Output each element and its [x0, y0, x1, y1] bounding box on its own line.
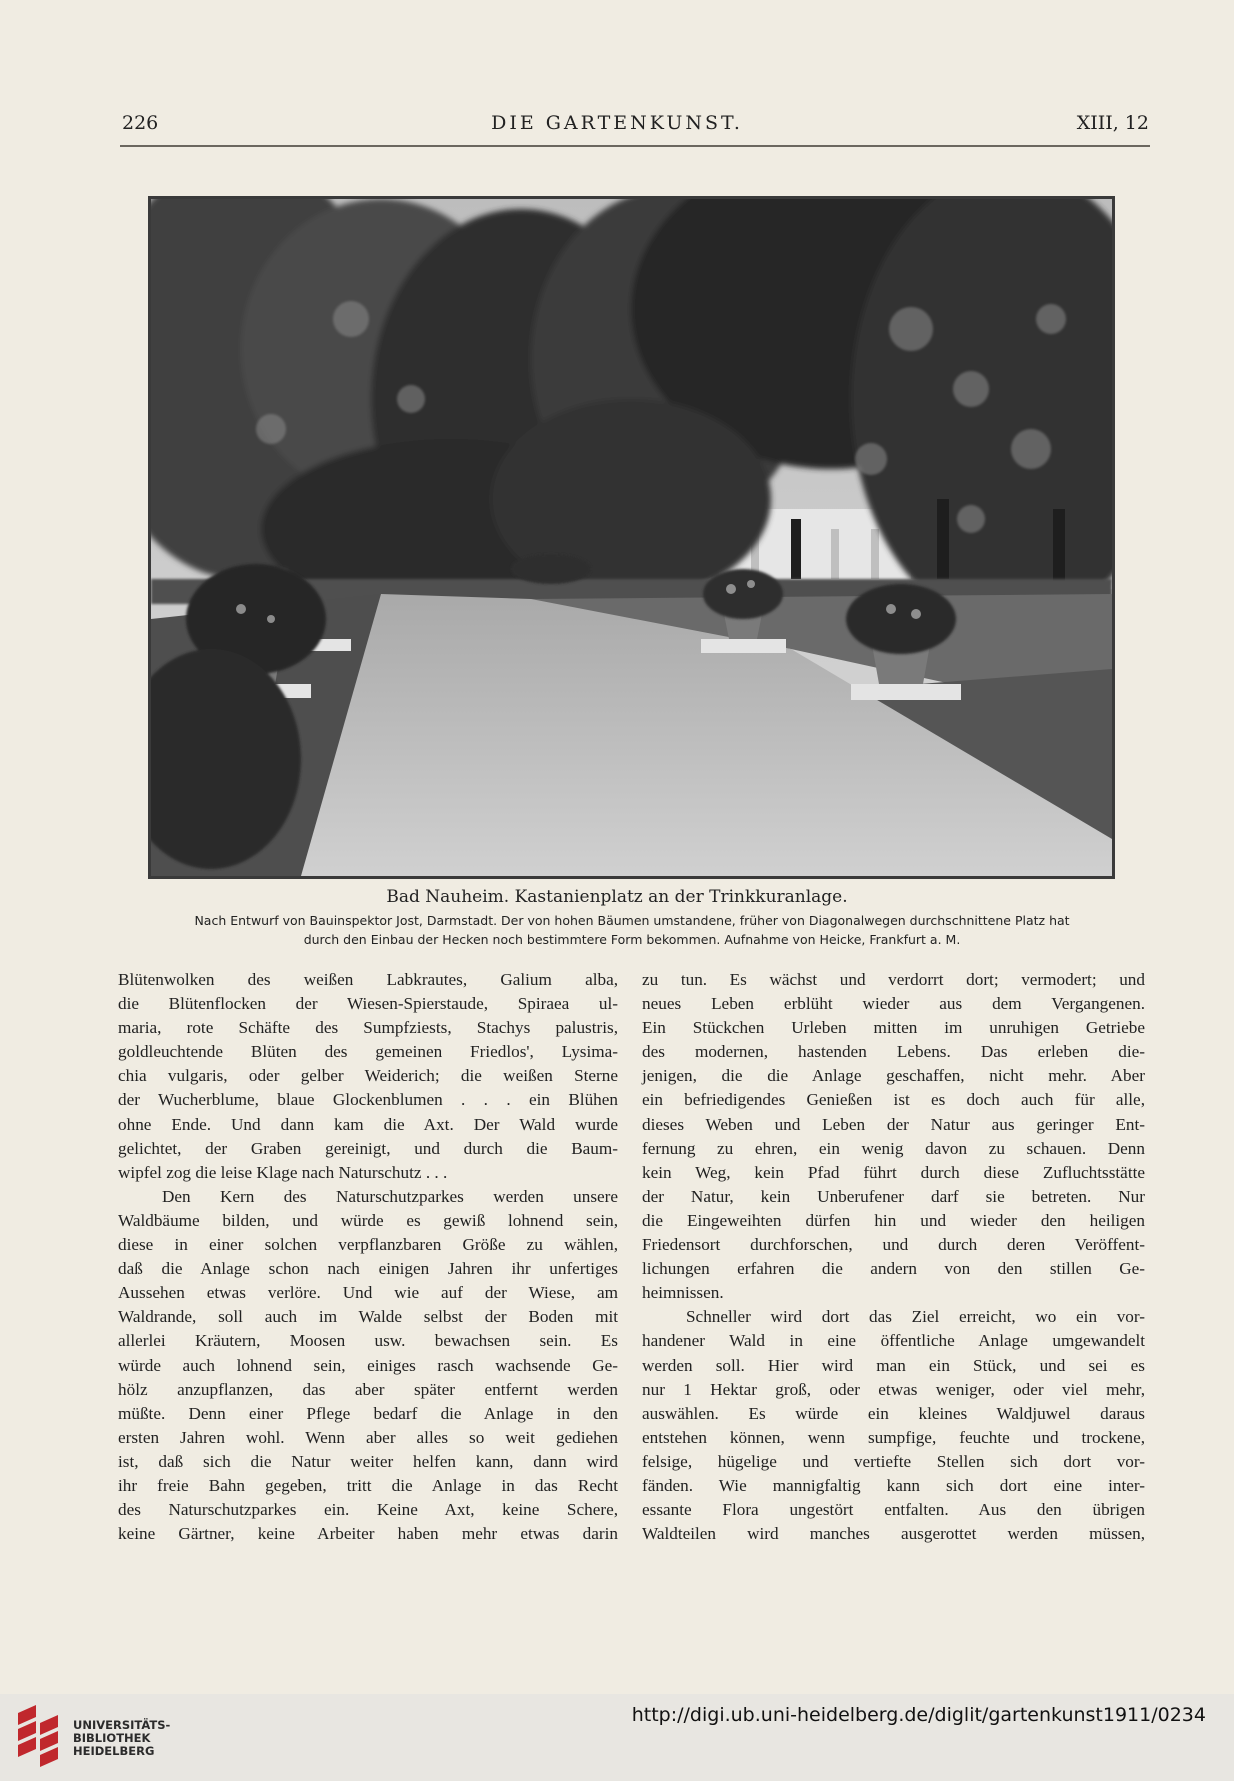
- photograph-image: [151, 199, 1112, 876]
- text-line: daß die Anlage schon nach einigen Jahren ihr unfertiges: [118, 1259, 618, 1279]
- figure-caption-credits: [118, 911, 1146, 949]
- library-name: [73, 1719, 170, 1758]
- text-line: dieses Weben und Leben der Natur aus geringer Ent-: [642, 1114, 1145, 1134]
- caption-line: durch den Einbau der Hecken noch bestimmtere Form bekommen. Aufnahme von Heicke, Frankfurt a. M.: [303, 932, 961, 947]
- text-line: der Wucherblume, blaue Glockenblumen . . . ein Blühen: [118, 1090, 618, 1110]
- text-line: fernung zu ehren, ein wenig davon zu schauen. Denn: [642, 1138, 1145, 1158]
- text-line: felsige, hügelige und vertiefte Stellen sich dort vor-: [642, 1451, 1145, 1471]
- text-line: handener Wald in eine öffentliche Anlage umgewandelt: [642, 1331, 1145, 1351]
- text-line: kein Weg, kein Pfad führt durch diese Zufluchtsstätte: [642, 1162, 1145, 1182]
- text-line: müßte. Denn einer Pflege bedarf die Anlage in den: [118, 1403, 618, 1423]
- text-line: Blütenwolken des weißen Labkrautes, Galium alba,: [118, 970, 618, 989]
- text-line: ein befriedigendes Genießen ist es doch auch für alle,: [642, 1090, 1145, 1110]
- text-line: chia vulgaris, oder gelber Weiderich; die weißen Sterne: [118, 1066, 618, 1086]
- text-line: wipfel zog die leise Klage nach Naturschutz . . .: [118, 1162, 448, 1182]
- text-line: Waldbäume bilden, und würde es gewiß lohnend sein,: [118, 1210, 618, 1230]
- left-text-column: [118, 968, 618, 1546]
- text-line: Waldteilen wird manches ausgerottet werden müssen,: [642, 1524, 1145, 1544]
- text-line: essante Flora ungestört entfalten. Aus den übrigen: [642, 1500, 1145, 1520]
- caption-line: Nach Entwurf von Bauinspektor Jost, Darmstadt. Der von hohen Bäumen umstandene, früher von Diagonalwegen durchschnittene Platz hat: [194, 913, 1070, 928]
- text-line: gelichtet, der Graben gereinigt, und durch die Baum-: [118, 1138, 618, 1158]
- text-line: Friedensort durchforschen, und durch deren Veröffent-: [642, 1235, 1145, 1255]
- text-line: allerlei Kräutern, Moosen usw. bewachsen sein. Es: [118, 1331, 618, 1351]
- text-line: maria, rote Schäfte des Sumpfziests, Stachys palustris,: [118, 1018, 618, 1038]
- text-line: ersten Jahren wohl. Wenn aber alles so weit gediehen: [118, 1427, 618, 1447]
- text-line: ihr freie Bahn gegeben, tritt die Anlage in das Recht: [118, 1475, 618, 1495]
- text-line: auswählen. Es würde ein kleines Waldjuwel daraus: [642, 1403, 1145, 1423]
- text-line: neues Leben erblüht wieder aus dem Vergangenen.: [642, 994, 1145, 1014]
- text-line: keine Gärtner, keine Arbeiter haben mehr etwas darin: [118, 1524, 618, 1544]
- university-library-logo-icon: [14, 1705, 70, 1767]
- text-line: zu tun. Es wächst und verdorrt dort; vermodert; und: [642, 970, 1145, 989]
- garden-photograph: [148, 196, 1115, 879]
- text-line: Schneller wird dort das Ziel erreicht, wo ein vor-: [686, 1307, 1145, 1327]
- text-line: Aussehen etwas verlöre. Und wie auf der Wiese, am: [118, 1283, 618, 1303]
- volume-issue: XIII, 12: [1076, 112, 1149, 134]
- text-line: diese in einer solchen verpflanzbaren Größe zu wählen,: [118, 1235, 618, 1255]
- text-line: lichungen erfahren die andern von den stillen Ge-: [642, 1259, 1145, 1279]
- header-rule: [120, 145, 1150, 147]
- library-name-line: BIBLIOTHEK: [73, 1731, 151, 1745]
- text-line: jenigen, die die Anlage geschaffen, nicht mehr. Aber: [642, 1066, 1145, 1086]
- text-line: würde auch lohnend sein, einiges rasch wachsende Ge-: [118, 1355, 618, 1375]
- figure-caption-title: Bad Nauheim. Kastanienplatz an der Trinkkuranlage.: [386, 887, 848, 907]
- text-line: goldleuchtende Blüten des gemeinen Friedlos', Lysima-: [118, 1042, 618, 1062]
- journal-title: DIE GARTENKUNST.: [491, 112, 743, 134]
- text-line: Den Kern des Naturschutzparkes werden unsere: [162, 1186, 618, 1206]
- text-line: fänden. Wie mannigfaltig kann sich dort eine inter-: [642, 1475, 1145, 1495]
- text-line: nur 1 Hektar groß, oder etwas weniger, oder viel mehr,: [642, 1379, 1145, 1399]
- text-line: entstehen können, wenn sumpfige, feuchte und trockene,: [642, 1427, 1145, 1447]
- text-line: die Eingeweihten dürfen hin und wieder den heiligen: [642, 1210, 1145, 1230]
- text-line: heimnissen.: [642, 1283, 724, 1303]
- page-number: 226: [122, 112, 159, 134]
- library-name-line: HEIDELBERG: [73, 1744, 155, 1758]
- text-line: Ein Stückchen Urleben mitten im unruhigen Getriebe: [642, 1018, 1145, 1038]
- text-line: der Natur, kein Unberufener darf sie betreten. Nur: [642, 1186, 1145, 1206]
- text-line: Waldrande, soll auch im Walde selbst der Boden mit: [118, 1307, 618, 1327]
- text-line: die Blütenflocken der Wiesen-Spierstaude, Spiraea ul-: [118, 994, 618, 1014]
- text-line: ohne Ende. Und dann kam die Axt. Der Wald wurde: [118, 1114, 618, 1134]
- right-text-column: [642, 968, 1145, 1546]
- library-name-line: UNIVERSITÄTS-: [73, 1718, 171, 1732]
- text-line: hölz anzupflanzen, das aber später entfernt werden: [118, 1379, 618, 1399]
- text-line: des modernen, hastenden Lebens. Das erleben die-: [642, 1042, 1145, 1062]
- text-line: des Naturschutzparkes ein. Keine Axt, keine Schere,: [118, 1500, 618, 1520]
- source-url-link[interactable]: http://digi.ub.uni-heidelberg.de/diglit/gartenkunst1911/0234: [631, 1704, 1206, 1726]
- text-line: werden soll. Hier wird man ein Stück, und sei es: [642, 1355, 1145, 1375]
- text-line: ist, daß sich die Natur weiter helfen kann, dann wird: [118, 1451, 618, 1471]
- running-head: [0, 112, 1234, 142]
